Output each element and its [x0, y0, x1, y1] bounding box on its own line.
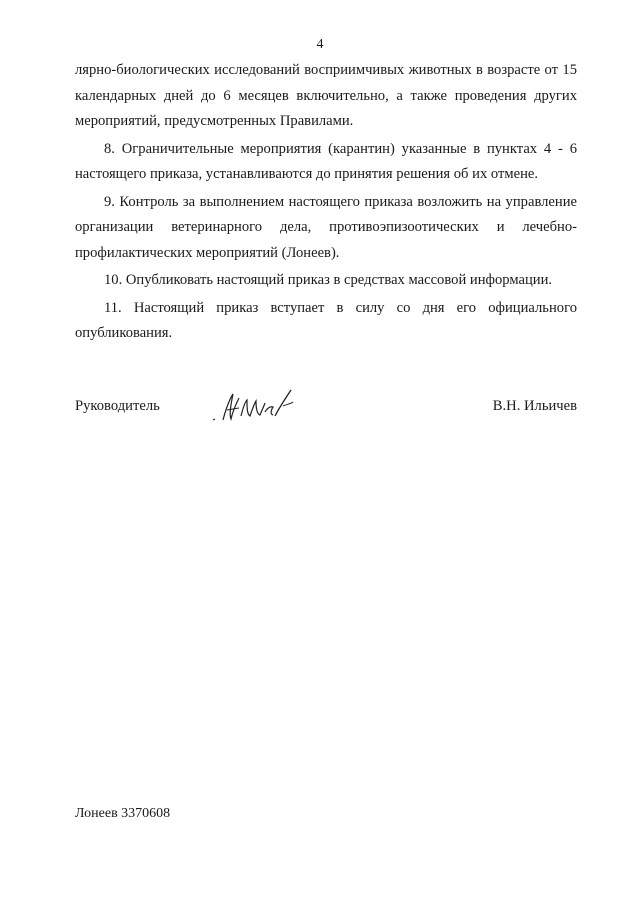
signatory-name: В.Н. Ильичев: [492, 398, 577, 414]
signatory-title: Руководитель: [75, 398, 160, 414]
order-body-text: [75, 58, 577, 347]
paragraph-item-10: 10. Опубликовать настоящий приказ в средствах массовой информации.: [104, 272, 553, 288]
signature-block: [75, 398, 577, 428]
paragraph-continuation: лярно-биологических исследований восприимчивых животных в возрасте от 15 календарных дней до 6 месяцев включительно, а также проведения других мероприятий, предусмотренных Правилами.: [75, 62, 577, 129]
paragraph-item-8: 8. Ограничительные мероприятия (карантин) указанные в пунктах 4 - 6 настоящего приказа, устанавливаются до принятия решения об их отмене.: [75, 140, 577, 182]
paragraph-item-11: 11. Настоящий приказ вступает в силу со дня его официального опубликования.: [75, 299, 577, 341]
executor-footer: Лонеев 3370608: [75, 806, 171, 821]
paragraph-item-9: 9. Контроль за выполнением настоящего приказа возложить на управление организации ветеринарного дела, противоэпизоотических и лечебно-профилактических мероприятий (Лонеев).: [75, 193, 577, 261]
handwritten-signature: [207, 386, 307, 426]
page-number: 4: [316, 37, 324, 52]
